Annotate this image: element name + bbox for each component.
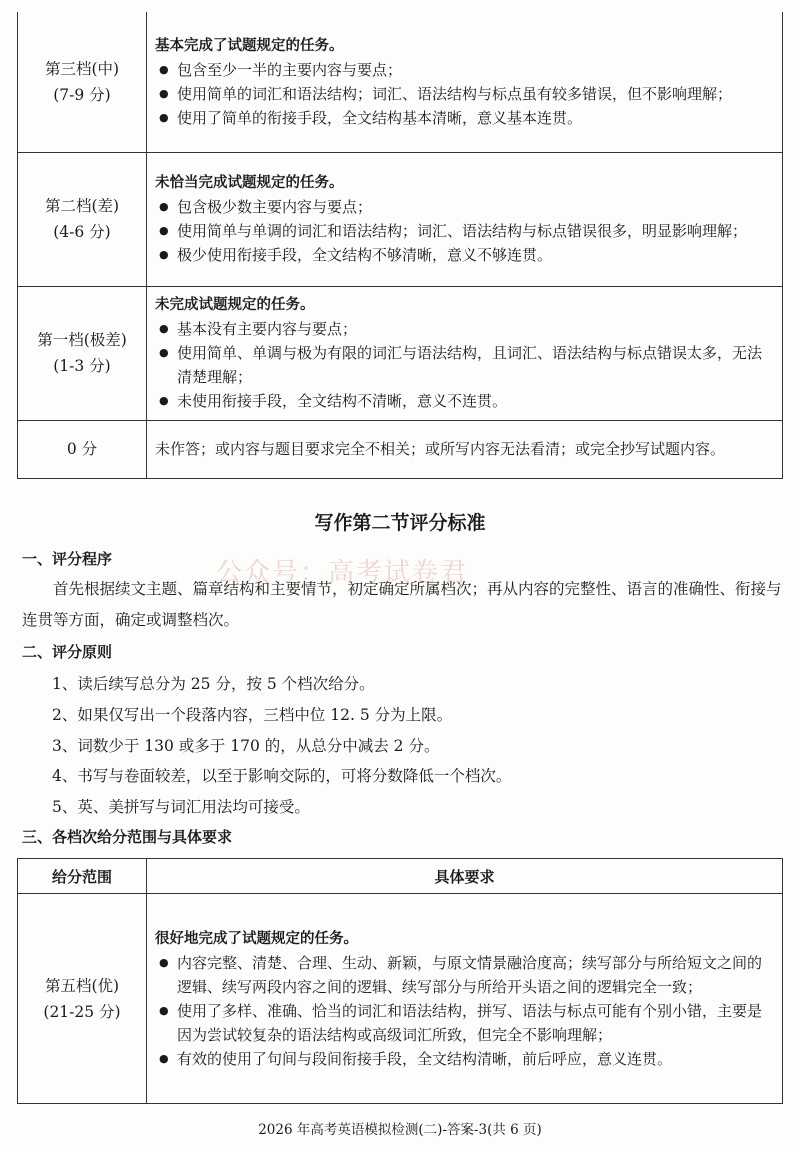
requirement-cell	[147, 894, 783, 1104]
ranges-heading: 三、各档次给分范围与具体要求	[22, 828, 233, 846]
list-item: ● 基本没有主要内容与要点；	[155, 317, 774, 341]
column-header-requirements: 具体要求	[147, 859, 783, 894]
section-title: 写作第二节评分标准	[314, 512, 486, 534]
list-item: ● 有效的使用了句间与段间衔接手段，全文结构清晰，前后呼应，意义连贯。	[155, 1047, 774, 1071]
requirement-cell	[147, 420, 783, 478]
level-label: 第一档(极差)	[37, 331, 127, 349]
scoring-table-part2	[17, 858, 783, 1104]
requirement-heading: 未完成试题规定的任务。	[155, 297, 315, 313]
level-range: (1-3 分)	[53, 357, 111, 375]
level-label: 第二档(差)	[44, 197, 120, 215]
scoring-table-part1	[17, 12, 783, 479]
level-range: (4-6 分)	[53, 223, 111, 241]
list-item: ● 使用简单的词汇和语法结构；词汇、语法结构与标点虽有较多错误，但不影响理解；	[155, 82, 774, 106]
principle-item: 4、书写与卷面较差，以至于影响交际的，可将分数降低一个档次。	[52, 767, 512, 785]
level-cell	[18, 420, 147, 478]
level-cell	[18, 894, 147, 1104]
level-range: (21-25 分)	[43, 1002, 121, 1021]
requirement-heading: 很好地完成了试题规定的任务。	[155, 930, 358, 947]
principle-item: 2、如果仅写出一个段落内容，三档中位 12. 5 分为上限。	[52, 706, 453, 724]
table-row	[18, 12, 783, 152]
table-row	[18, 894, 783, 1104]
procedure-heading: 一、评分程序	[22, 550, 113, 568]
list-item: ● 包含至少一半的主要内容与要点；	[155, 58, 774, 82]
list-item: ● 内容完整、清楚、合理、生动、新颖，与原文情景融洽度高；续写部分与所给短文之间的逻辑、续写两段内容之间的逻辑、续写部分与所给开头语之间的逻辑完全一致；	[155, 951, 774, 999]
list-item: ● 使用简单与单调的词汇和语法结构；词汇、语法结构与标点错误很多，明显影响理解；	[155, 219, 774, 243]
list-item: ● 包含极少数主要内容与要点；	[155, 195, 774, 219]
level-cell	[18, 152, 147, 286]
list-item: ● 使用了简单的衔接手段，全文结构基本清晰，意义基本连贯。	[155, 106, 774, 130]
level-cell	[18, 286, 147, 420]
procedure-text: 首先根据续文主题、篇章结构和主要情节，初定确定所属档次；再从内容的完整性、语言的准确性、衔接与连贯等方面，确定或调整档次。	[22, 580, 782, 629]
watermark: 公众号：高考试卷君	[216, 558, 469, 588]
requirement-cell	[147, 286, 783, 420]
principle-item: 5、英、美拼写与词汇用法均可接受。	[52, 798, 310, 816]
requirement-cell	[147, 152, 783, 286]
level-label: 第三档(中)	[44, 59, 120, 78]
table-row	[18, 420, 783, 478]
principle-item: 3、词数少于 130 或多于 170 的，从总分中减去 2 分。	[52, 737, 440, 755]
level-label: 0 分	[66, 440, 98, 458]
requirement-cell	[147, 12, 783, 152]
list-item: ● 极少使用衔接手段，全文结构不够清晰，意义不够连贯。	[155, 243, 774, 267]
requirement-text: 未作答；或内容与题目要求完全不相关；或所写内容无法看清；或完全抄写试题内容。	[155, 440, 726, 458]
requirement-heading: 基本完成了试题规定的任务。	[155, 37, 344, 54]
table-row	[18, 152, 783, 286]
level-range: (7-9 分)	[53, 85, 111, 104]
table-row	[18, 286, 783, 420]
list-item: ● 使用了多样、准确、恰当的词汇和语法结构，拼写、语法与标点可能有个别小错，主要是因为尝试较复杂的语法结构或高级词汇所致，但完全不影响理解；	[155, 999, 774, 1047]
list-item: ● 使用简单、单调与极为有限的词汇与语法结构，且词汇、语法结构与标点错误太多，无法清楚理解；	[155, 341, 774, 389]
page-footer: 2026 年高考英语模拟检测(二)-答案-3(共 6 页)	[258, 1122, 542, 1138]
principle-item: 1、读后续写总分为 25 分，按 5 个档次给分。	[52, 675, 375, 693]
level-label: 第五档(优)	[44, 976, 120, 995]
column-header-range: 给分范围	[18, 859, 147, 894]
level-cell	[18, 12, 147, 152]
requirement-heading: 未恰当完成试题规定的任务。	[155, 175, 344, 191]
list-item: ● 未使用衔接手段，全文结构不清晰，意义不连贯。	[155, 389, 774, 413]
table-header-row	[18, 859, 783, 894]
principles-heading: 二、评分原则	[22, 643, 113, 661]
